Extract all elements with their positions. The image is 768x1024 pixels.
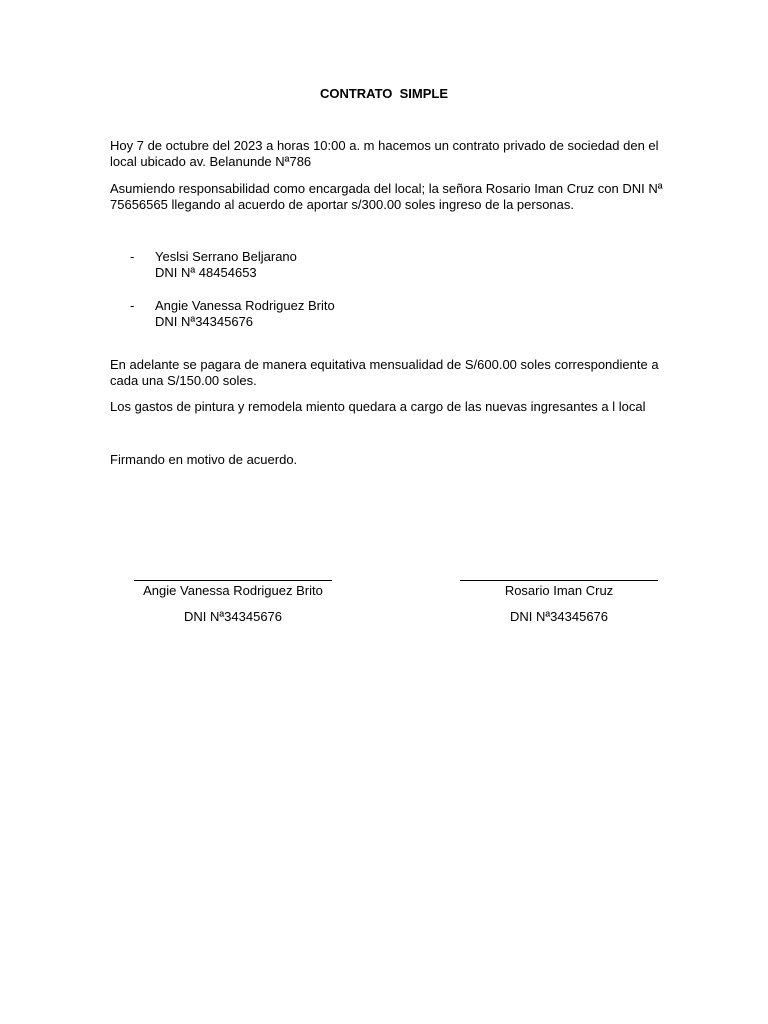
paragraph-monthly-payment: En adelante se pagara de manera equitativa mensualidad de S/600.00 soles correspondiente a cada una S/150.00 soles. — [110, 357, 659, 388]
member-name: Angie Vanessa Rodriguez Brito — [155, 298, 335, 313]
signature-dni: DNI Nª34345676 — [183, 609, 283, 624]
signature-dni: DNI Nª34345676 — [509, 609, 609, 624]
list-bullet: - — [130, 298, 135, 313]
list-bullet: - — [130, 249, 135, 264]
paragraph-closing: Firmando en motivo de acuerdo. — [110, 452, 298, 467]
paragraph-expenses: Los gastos de pintura y remodela miento quedara a cargo de las nuevas ingresantes a l local — [110, 399, 646, 414]
member-dni: DNI Nª34345676 — [155, 314, 254, 329]
signature-line — [460, 580, 658, 581]
signature-name: Angie Vanessa Rodriguez Brito — [143, 583, 323, 598]
member-dni: DNI Nª 48454653 — [155, 265, 257, 280]
member-name: Yeslsi Serrano Beljarano — [155, 249, 297, 264]
signature-line — [134, 580, 332, 581]
signature-block — [460, 580, 658, 625]
document-title: CONTRATO SIMPLE — [319, 86, 449, 101]
paragraph-contract-intro: Hoy 7 de octubre del 2023 a horas 10:00 a. m hacemos un contrato privado de sociedad den el local ubicado av. Belanunde Nª786 — [110, 138, 659, 169]
signature-name: Rosario Iman Cruz — [504, 583, 614, 598]
signature-block — [134, 580, 332, 625]
paragraph-responsibility: Asumiendo responsabilidad como encargada del local; la señora Rosario Iman Cruz con DNI Nª 75656565 llegando al acuerdo de aportar s/300.00 soles ingreso de la personas. — [110, 181, 663, 212]
